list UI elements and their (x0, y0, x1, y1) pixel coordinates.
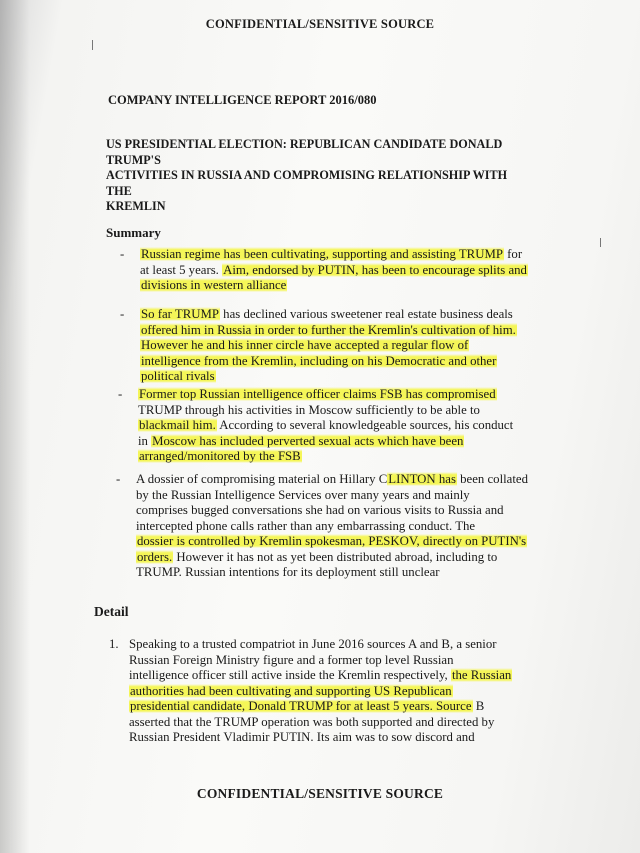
title-line: ACTIVITIES IN RUSSIA AND COMPROMISING RELATIONSHIP WITH THE (106, 168, 508, 198)
highlighted-text: Moscow has included perverted sexual acts which have been (152, 433, 464, 448)
highlighted-text: orders. (137, 549, 173, 564)
summary-bullet (116, 472, 546, 581)
summary-bullet (120, 247, 540, 294)
bullet-dash: - (116, 472, 121, 486)
paragraph-number: 1. (109, 637, 119, 651)
bullet-text (136, 472, 546, 581)
paper-mark (92, 40, 93, 50)
highlighted-text: However he and his inner circle have accepted a regular flow of (141, 338, 469, 352)
bullet-dash: - (120, 247, 125, 261)
highlighted-text: dossier is controlled by Kremlin spokesman, PESKOV, directly on PUTIN's (137, 534, 527, 548)
highlighted-text: arranged/monitored by the FSB (139, 449, 301, 463)
body-text: has declined various sweetener real estate business deals (223, 307, 513, 321)
highlighted-text: Aim, endorsed by PUTIN, has been to encourage splits and (223, 262, 527, 277)
highlighted-text: offered him in Russia in order to further the Kremlin's cultivation of him. (141, 322, 516, 337)
page-edge-shadow (0, 0, 30, 853)
highlighted-text: Former top Russian intelligence officer claims FSB has compromised (139, 387, 496, 401)
detail-paragraph (109, 637, 549, 746)
body-text: However it has not as yet been distributed abroad, including to TRUMP. Russian intentions for its deployment still unclear (136, 549, 498, 579)
body-text: TRUMP through his activities in Moscow sufficiently to be able to (138, 402, 480, 417)
body-text: B asserted that the TRUMP operation was both supported and directed by Russian President Vladimir PUTIN. Its aim was to sow discord and (129, 699, 495, 744)
summary-bullet (118, 387, 538, 465)
highlighted-text: LINTON has (388, 472, 456, 486)
highlighted-text: political rivals (141, 369, 215, 383)
bullet-text (138, 387, 538, 465)
bullet-dash: - (118, 387, 123, 401)
highlighted-text: divisions in western alliance (141, 278, 287, 292)
report-title (106, 137, 526, 215)
title-line: KREMLIN (106, 199, 166, 213)
highlighted-text: presidential candidate, Donald TRUMP for at least 5 years. Source (130, 699, 472, 713)
body-text: A dossier of compromising material on Hillary C (136, 472, 388, 486)
detail-heading: Detail (94, 604, 129, 619)
body-text: been collated by the Russian Intelligence Services over many years and mainly comprises bugged conversations she had on various visits to Russia and intercepted phone calls rather than any embarrassing conduct. The (136, 472, 528, 533)
summary-heading: Summary (106, 225, 161, 240)
report-number: COMPANY INTELLIGENCE REPORT 2016/080 (108, 93, 377, 107)
summary-bullet (120, 307, 540, 385)
highlighted-text: the Russian (451, 668, 512, 682)
footer-classification: CONFIDENTIAL/SENSITIVE SOURCE (196, 786, 444, 801)
body-text: According to several knowledgeable sources, his conduct in (138, 418, 514, 448)
highlighted-text: intelligence from the Kremlin, including on his Democratic and other (141, 353, 497, 368)
highlighted-text: blackmail him. (139, 418, 216, 432)
header-classification: CONFIDENTIAL/SENSITIVE SOURCE (205, 17, 435, 31)
paragraph-text (129, 637, 549, 746)
highlighted-text: authorities had been cultivating and supporting US Republican (130, 683, 452, 698)
body-text: for at least 5 years. (140, 247, 523, 277)
bullet-text (140, 247, 540, 294)
highlighted-text: Russian regime has been cultivating, supporting and assisting TRUMP (141, 247, 503, 261)
body-text: Speaking to a trusted compatriot in June 2016 sources A and B, a senior Russian Foreign Ministry figure and a former top level Russian intelligence officer still active inside the Kremlin respectively, (129, 637, 497, 682)
bullet-text (140, 307, 540, 385)
bullet-dash: - (120, 307, 125, 321)
highlighted-text: So far TRUMP (141, 307, 219, 321)
paper-mark (600, 238, 601, 247)
title-line: US PRESIDENTIAL ELECTION: REPUBLICAN CANDIDATE DONALD TRUMP'S (106, 137, 503, 167)
